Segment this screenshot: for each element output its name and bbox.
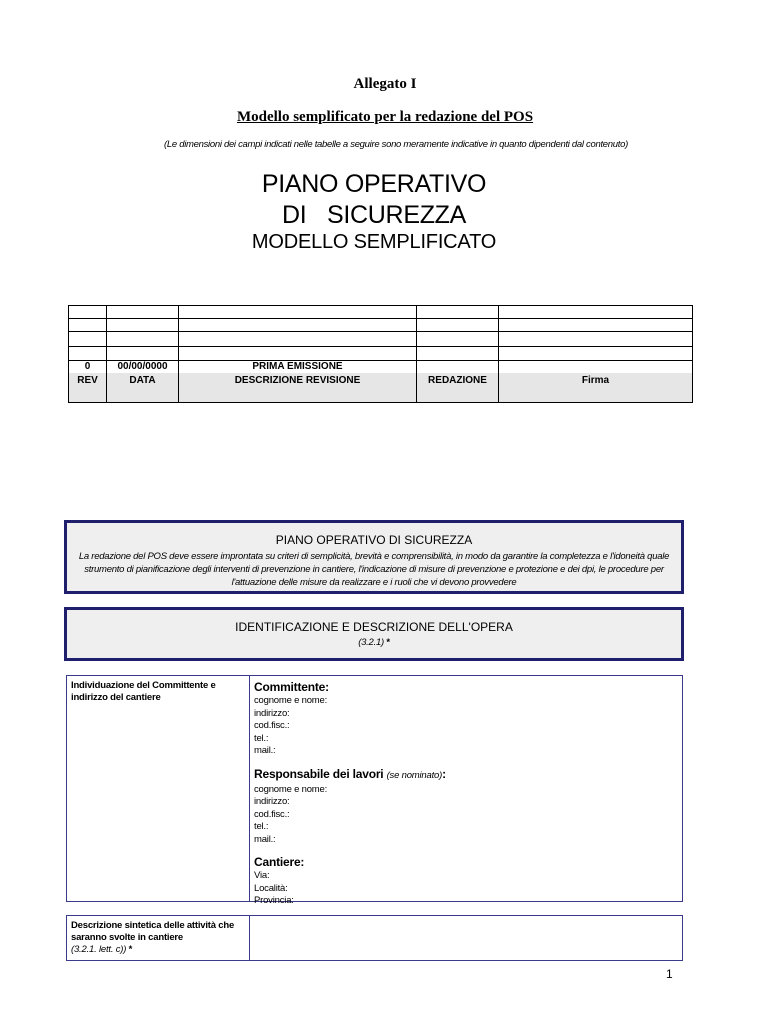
site-heading: Cantiere: xyxy=(254,855,305,869)
table-col-divider xyxy=(249,676,250,901)
annex-title: Allegato I xyxy=(353,76,417,92)
required-star: * xyxy=(126,944,133,955)
signature-header: Firma xyxy=(581,375,610,386)
site-field: Località: xyxy=(254,882,288,894)
redazione-header: REDAZIONE xyxy=(428,375,487,386)
main-title-line2: DI SICUREZZA xyxy=(281,201,467,229)
pos-box-title: PIANO OPERATIVO DI SICUREZZA xyxy=(275,533,473,547)
main-title-line3: MODELLO SEMPLIFICATO xyxy=(251,231,497,253)
activity-description-label-block xyxy=(71,920,246,956)
date-header: DATA xyxy=(129,375,156,386)
works-manager-colon: : xyxy=(442,766,446,781)
table-col-divider xyxy=(416,306,417,402)
activity-description-ref-line xyxy=(71,944,246,956)
works-manager-note: (se nominato) xyxy=(386,769,443,781)
table-col-divider xyxy=(249,916,250,960)
works-manager-heading xyxy=(254,766,446,784)
client-heading: Committente: xyxy=(254,680,329,694)
revision-description-value: PRIMA EMISSIONE xyxy=(252,361,343,372)
dimensions-note: (Le dimensioni dei campi indicati nelle tabelle a seguire sono meramente indicative in quanto dipendenti dal contenuto) xyxy=(164,139,628,150)
rev-header: REV xyxy=(77,375,98,386)
activity-description-label: Descrizione sintetica delle attività che saranno svolte in cantiere xyxy=(71,920,235,943)
required-star: * xyxy=(383,637,390,648)
works-manager-field: indirizzo: xyxy=(254,796,290,807)
revision-description-header: DESCRIZIONE REVISIONE xyxy=(234,375,361,386)
client-field: mail.: xyxy=(254,745,276,756)
site-field: Provincia: xyxy=(254,895,294,906)
client-field: cognome e nome: xyxy=(254,695,328,706)
main-title-line1: PIANO OPERATIVO xyxy=(261,170,487,198)
date-value: 00/00/0000 xyxy=(117,361,168,372)
works-manager-title: Responsabile dei lavori xyxy=(254,766,384,781)
subtitle-text: Modello semplificato per la redazione del POS xyxy=(236,109,534,125)
works-manager-field: cod.fisc.: xyxy=(254,808,290,820)
table-col-divider xyxy=(498,306,499,402)
site-field: Via: xyxy=(254,870,270,881)
table-col-divider xyxy=(106,306,107,402)
document-subtitle xyxy=(0,109,770,126)
client-site-label: Individuazione del Committente e indirizzo del cantiere xyxy=(71,680,216,703)
table-row-divider xyxy=(69,318,692,319)
client-site-fields xyxy=(254,679,446,908)
pos-info-box xyxy=(64,520,684,594)
identification-title: IDENTIFICAZIONE E DESCRIZIONE DELL'OPERA xyxy=(235,620,513,634)
works-manager-field: mail.: xyxy=(254,833,276,845)
table-row-divider xyxy=(69,331,692,332)
client-site-table xyxy=(66,675,683,906)
client-field: cod.fisc.: xyxy=(254,720,290,731)
activity-description-table xyxy=(66,915,683,961)
client-field: indirizzo: xyxy=(254,707,290,719)
identification-ref-text: (3.2.1) xyxy=(358,637,384,648)
works-manager-field: cognome e nome: xyxy=(254,783,328,795)
identification-ref xyxy=(67,636,681,649)
works-manager-field: tel.: xyxy=(254,821,269,832)
identification-section-box xyxy=(64,607,684,661)
client-field: tel.: xyxy=(254,732,269,744)
page-number: 1 xyxy=(666,967,673,981)
pos-box-description: La redazione del POS deve essere improntata su criteri di semplicità, brevità e comprensibilità, in modo da garantire la completezza e l'idoneità quale strumento di pianificazione degli interventi di prevenzione in cantiere, l'indicazione di misure di prevenzione e protezione e dei dpi, le procedure per l'attuazione delle misure da realizzare e i ruoli che vi devono provvedere xyxy=(78,551,670,588)
table-col-divider xyxy=(178,306,179,402)
rev-value: 0 xyxy=(84,361,91,372)
activity-description-ref: (3.2.1. lett. c)) xyxy=(71,944,127,955)
table-row-divider xyxy=(69,346,692,347)
revision-table xyxy=(68,305,693,403)
